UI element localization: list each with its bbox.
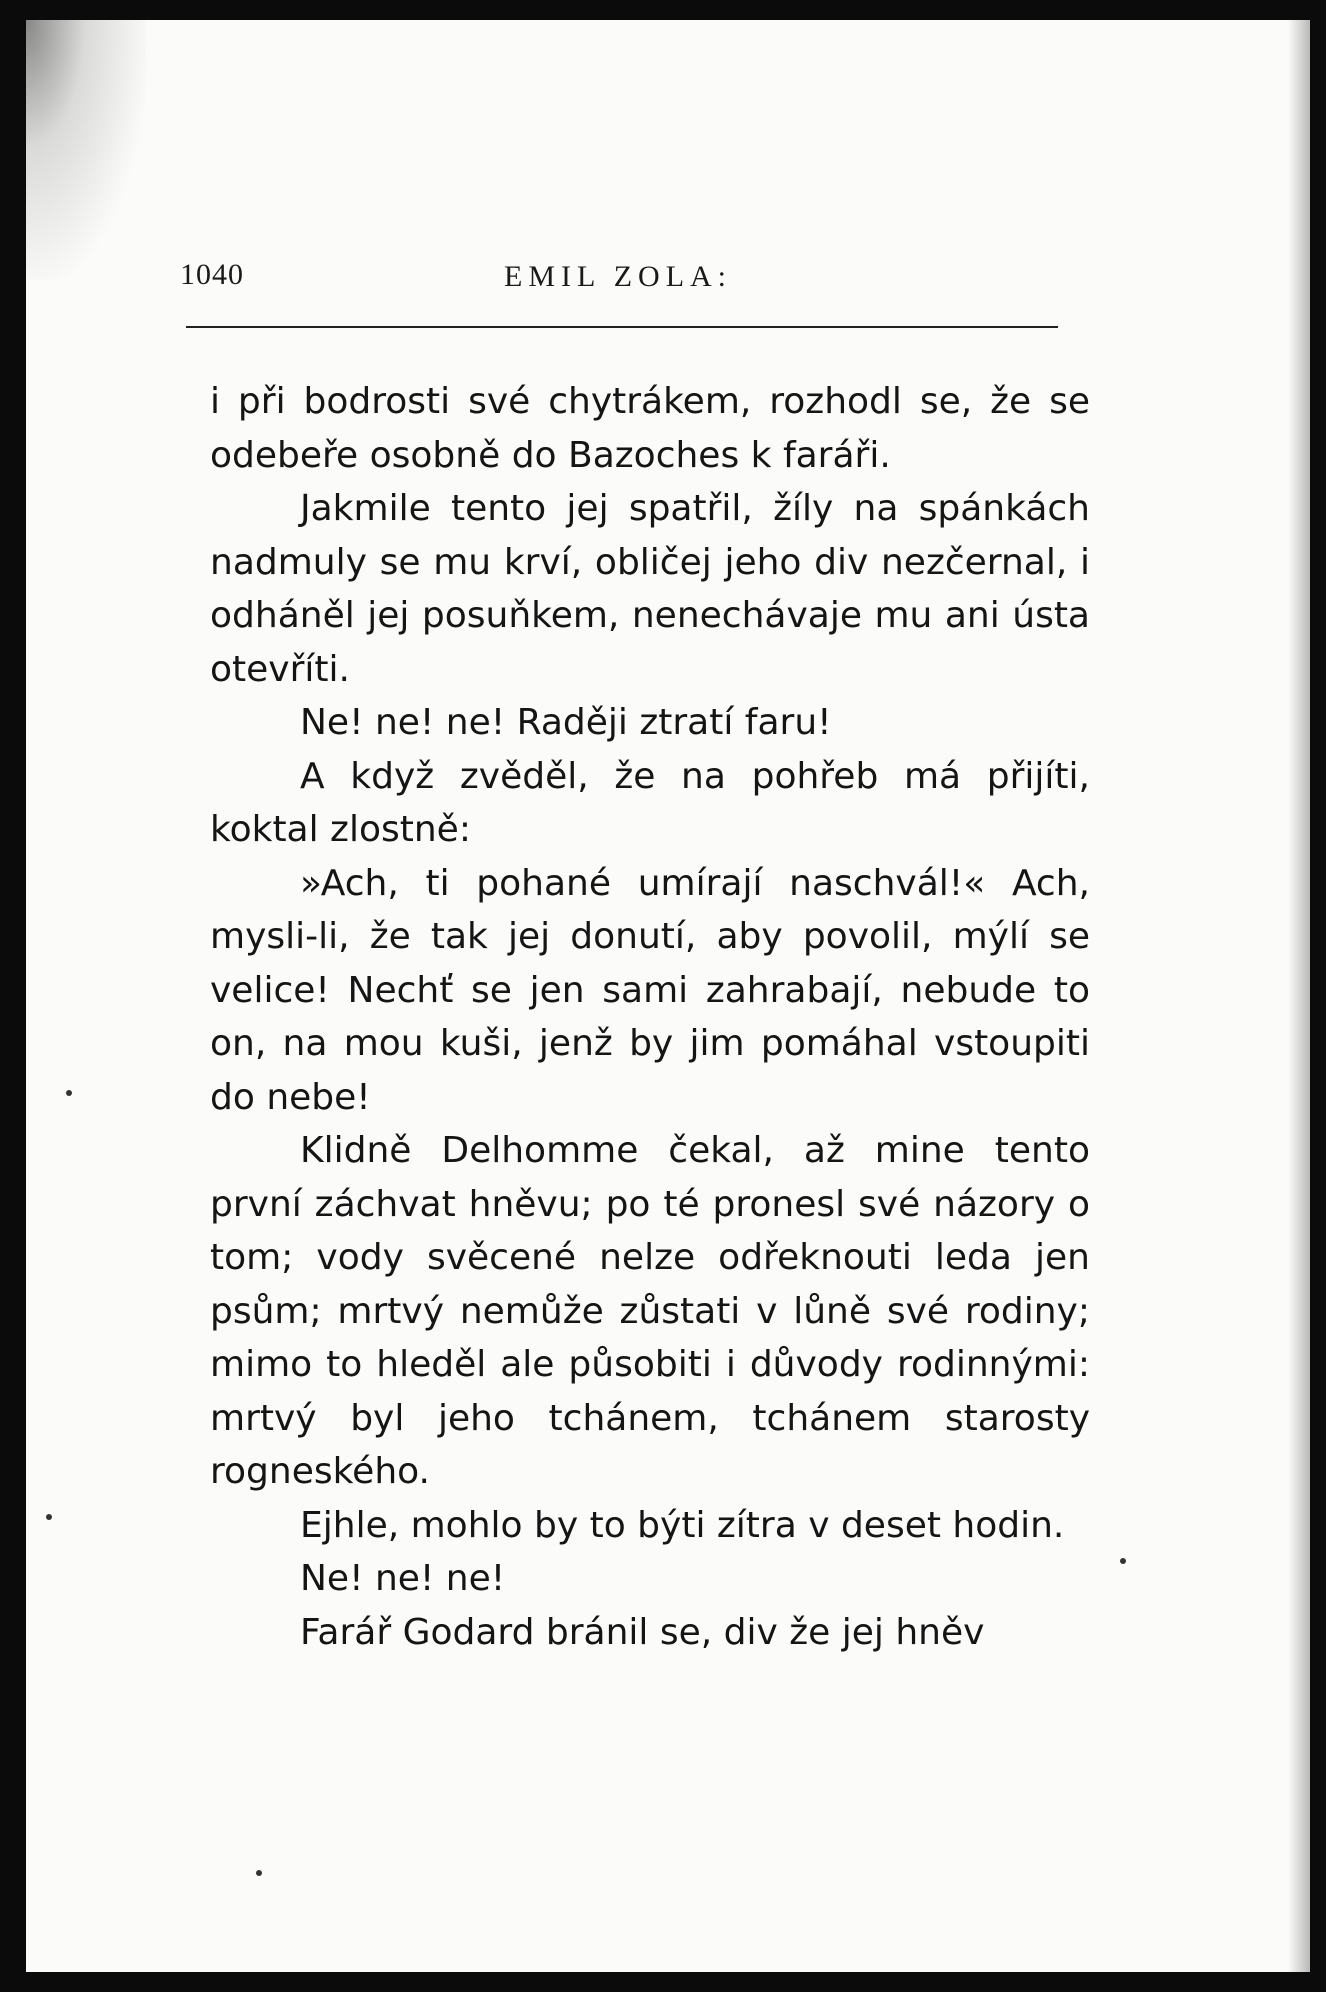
speck <box>46 1514 52 1520</box>
body-text <box>210 375 1090 1659</box>
speck <box>1120 1558 1126 1564</box>
speck <box>256 1870 262 1876</box>
running-title: EMIL ZOLA: <box>504 260 733 293</box>
paragraph: Ne! ne! ne! <box>300 1558 506 1599</box>
page-smudge <box>26 20 146 280</box>
book-page <box>26 20 1310 1972</box>
paragraph: Ne! ne! ne! Raději ztratí faru! <box>300 702 832 743</box>
page-header <box>180 258 1060 318</box>
page-edge-shadow <box>1288 20 1310 1972</box>
paragraph: Ejhle, mohlo by to býti zítra v deset hodin. <box>300 1504 1065 1546</box>
paragraph: Klidně Delhomme čekal, až mine tento první záchvat hněvu; po té pronesl své názory o tom; vody svěcené nelze odřeknouti leda jen psům; mrtvý nemůže zůstati v lůně své rodiny; mimo to hleděl ale působiti i důvody rodinnými: mrtvý byl jeho tchánem, tchánem starosty rogneského. <box>210 1130 1090 1492</box>
paragraph: Jakmile tento jej spatřil, žíly na spánkách nadmuly se mu krví, obličej jeho div nezčernal, i odháněl jej posuňkem, nenechávaje mu ani ústa otevříti. <box>210 488 1090 690</box>
speck <box>66 1090 72 1096</box>
paragraph: »Ach, ti pohané umírají naschvál!« Ach, mysli-li, že tak jej donutí, aby povolil, mýlí se velice! Nechť se jen sami zahrabají, nebude to on, na mou kuši, jenž by jim pomáhal vstoupiti do nebe! <box>210 862 1090 1118</box>
header-rule <box>186 326 1058 328</box>
paragraph: i při bodrosti své chytrákem, rozhodl se, že se odebeře osobně do Bazoches k faráři. <box>210 381 1090 476</box>
paragraph: A když zvěděl, že na pohřeb má přijíti, koktal zlostně: <box>210 755 1090 850</box>
page-number: 1040 <box>180 258 244 291</box>
paragraph: Farář Godard bránil se, div že jej hněv <box>300 1611 985 1653</box>
